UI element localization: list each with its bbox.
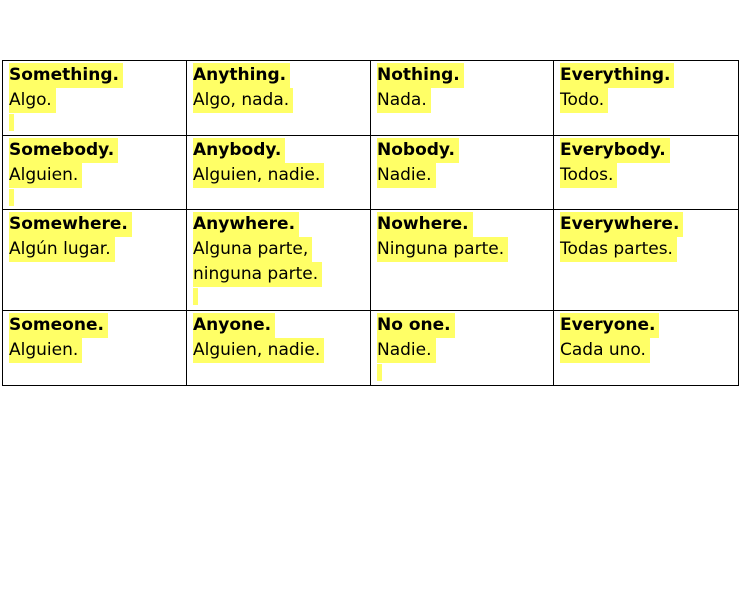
term-text: Everybody.: [560, 138, 670, 163]
term-text: Nobody.: [377, 138, 459, 163]
term-text: Something.: [9, 63, 123, 88]
table-row: [3, 136, 739, 210]
table-cell-anywhere: [187, 210, 371, 311]
highlight-mark: [377, 364, 382, 381]
table-cell-someone: [3, 311, 187, 386]
table-row: [3, 311, 739, 386]
term-text: Everything.: [560, 63, 674, 88]
highlight-mark: [9, 189, 14, 206]
meaning-text: Algo, nada.: [193, 88, 293, 113]
meaning-text: Nadie.: [377, 163, 436, 188]
meaning-text: Alguien, nadie.: [193, 163, 324, 188]
term-text: Everywhere.: [560, 212, 683, 237]
table-row: [3, 210, 739, 311]
meaning-text: Alguien, nadie.: [193, 338, 324, 363]
table-cell-anything: [187, 61, 371, 136]
highlight-mark: [9, 114, 14, 131]
table-cell-somewhere: [3, 210, 187, 311]
table-cell-somebody: [3, 136, 187, 210]
table-cell-everything: [554, 61, 739, 136]
table-cell-anyone: [187, 311, 371, 386]
meaning-text: Todos.: [560, 163, 617, 188]
term-text: Anybody.: [193, 138, 285, 163]
term-text: Anywhere.: [193, 212, 299, 237]
meaning-text: ninguna parte.: [193, 262, 322, 287]
meaning-text: Todas partes.: [560, 237, 677, 262]
meaning-text: Nada.: [377, 88, 431, 113]
meaning-text: Cada uno.: [560, 338, 650, 363]
table-cell-no-one: [371, 311, 554, 386]
meaning-text: Ninguna parte.: [377, 237, 508, 262]
table-cell-everywhere: [554, 210, 739, 311]
meaning-text: Todo.: [560, 88, 608, 113]
table-cell-anybody: [187, 136, 371, 210]
term-text: Someone.: [9, 313, 108, 338]
meaning-text: Alguna parte,: [193, 237, 312, 262]
table-cell-nothing: [371, 61, 554, 136]
table-cell-nowhere: [371, 210, 554, 311]
table-cell-everyone: [554, 311, 739, 386]
vocabulary-table: [2, 60, 739, 386]
table-row: [3, 61, 739, 136]
table-cell-everybody: [554, 136, 739, 210]
term-text: Everyone.: [560, 313, 659, 338]
term-text: Somebody.: [9, 138, 118, 163]
term-text: Nowhere.: [377, 212, 473, 237]
term-text: Anything.: [193, 63, 290, 88]
term-text: Somewhere.: [9, 212, 132, 237]
highlight-mark: [193, 288, 198, 305]
term-text: No one.: [377, 313, 455, 338]
table-cell-something: [3, 61, 187, 136]
meaning-text: Nadie.: [377, 338, 436, 363]
meaning-text: Alguien.: [9, 338, 82, 363]
meaning-text: Alguien.: [9, 163, 82, 188]
table-cell-nobody: [371, 136, 554, 210]
term-text: Nothing.: [377, 63, 464, 88]
term-text: Anyone.: [193, 313, 275, 338]
meaning-text: Algún lugar.: [9, 237, 115, 262]
meaning-text: Algo.: [9, 88, 56, 113]
